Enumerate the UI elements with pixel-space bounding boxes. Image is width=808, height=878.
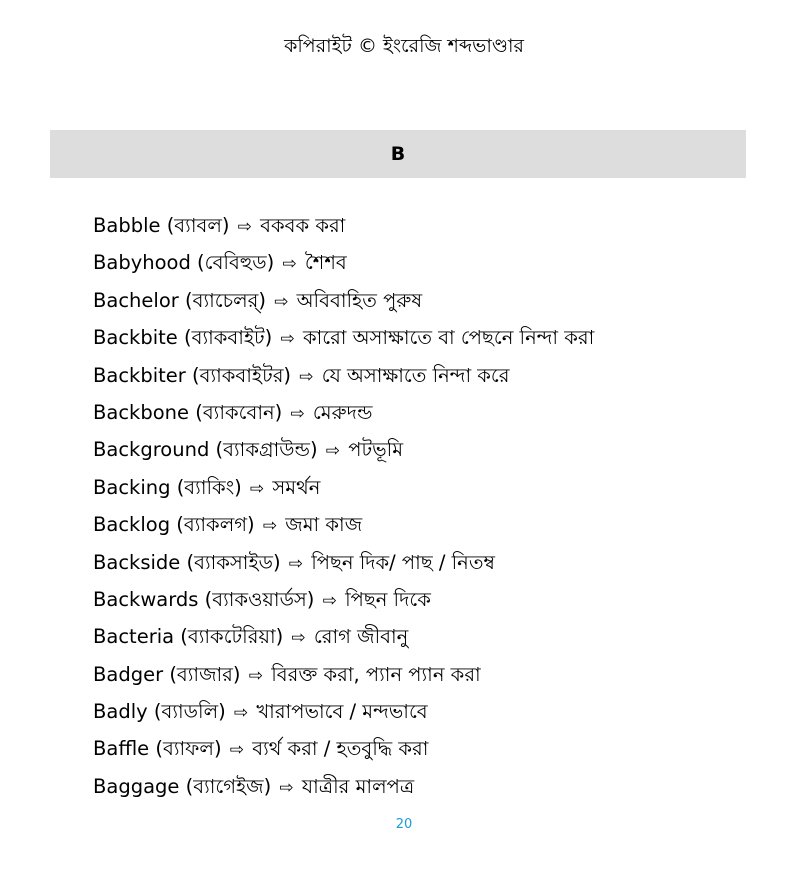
entry-pronunciation: (ব্যাগেইজ) (185, 774, 272, 798)
entry-word: Bachelor (93, 288, 179, 312)
entry-meaning: বিরক্ত করা, প্যান প্যান করা (271, 662, 481, 686)
right-arrow-icon: ⇨ (274, 291, 289, 312)
right-arrow-icon: ⇨ (248, 665, 263, 686)
entry-meaning: ব্যর্থ করা / হতবুদ্ধি করা (252, 737, 429, 761)
right-arrow-icon: ⇨ (299, 366, 314, 387)
dictionary-entry (93, 506, 594, 543)
entry-pronunciation: (ব্যাবল) (166, 214, 230, 237)
section-letter: B (390, 143, 406, 165)
entry-meaning: যাত্রীর মালপত্র (301, 774, 415, 798)
dictionary-entry (93, 544, 594, 581)
entry-word: Backbiter (93, 363, 186, 387)
right-arrow-icon: ⇨ (249, 478, 265, 499)
entry-meaning: জমা কাজ (285, 513, 363, 537)
page-header: কপিরাইট © ইংরেজি শব্দভাণ্ডার (284, 35, 524, 57)
dictionary-entry (93, 394, 594, 431)
dictionary-entry (93, 207, 594, 244)
entry-meaning: শৈশব (304, 251, 347, 275)
right-arrow-icon: ⇨ (233, 703, 249, 724)
dictionary-entry (93, 730, 594, 767)
entry-meaning: খারাপভাবে / মন্দভাবে (256, 700, 428, 724)
dictionary-entry (93, 431, 594, 468)
right-arrow-icon: ⇨ (279, 777, 294, 798)
dictionary-entry (93, 693, 594, 730)
entry-pronunciation: (ব্যাকবাইট) (183, 326, 273, 350)
dictionary-entry (93, 469, 594, 506)
right-arrow-icon: ⇨ (291, 628, 306, 649)
dictionary-entry (93, 357, 594, 394)
entry-pronunciation: (ব্যাকবোন) (195, 400, 283, 424)
entry-meaning: বকবক করা (260, 214, 346, 237)
entry-word: Backlog (93, 513, 171, 537)
entry-meaning: অবিবাহিত পুরুষ (296, 288, 423, 312)
entry-word: Babyhood (93, 251, 191, 275)
dictionary-entry (93, 244, 594, 281)
entry-pronunciation: (ব্যাকবাইটর) (192, 363, 292, 387)
entry-word: Backwards (93, 587, 199, 611)
entry-word: Backside (93, 550, 181, 574)
entry-pronunciation: (ব্যাফল) (155, 737, 222, 761)
entry-word: Babble (93, 214, 161, 237)
entry-pronunciation: (ব্যাচেলর্) (184, 288, 266, 312)
entry-meaning: পিছন দিক/ পাছ / নিতম্ব (311, 550, 495, 574)
entry-word: Badly (93, 700, 148, 724)
entry-meaning: মেরুদন্ড (312, 400, 373, 424)
dictionary-entry (93, 768, 594, 805)
entry-meaning: কারো অসাক্ষাতে বা পেছনে নিন্দা করা (302, 326, 595, 350)
dictionary-entry (93, 581, 594, 618)
page-number: 20 (395, 817, 413, 832)
entry-pronunciation: (ব্যাডলি) (153, 700, 226, 724)
right-arrow-icon: ⇨ (229, 740, 245, 761)
entry-meaning: পটভূমি (348, 438, 404, 462)
entry-pronunciation: (ব্যাকওয়ার্ডস) (204, 587, 315, 611)
dictionary-entry-list (93, 207, 594, 805)
right-arrow-icon: ⇨ (280, 329, 295, 350)
entry-word: Backbone (93, 400, 190, 424)
entry-pronunciation: (ব্যাকটেরিয়া) (180, 625, 284, 649)
entry-word: Backing (93, 475, 171, 499)
entry-word: Baggage (93, 774, 180, 798)
right-arrow-icon: ⇨ (282, 254, 297, 275)
entry-pronunciation: (ব্যাকলগ) (176, 513, 255, 537)
entry-pronunciation: (ব্যাকগ্রাউন্ড) (215, 438, 318, 462)
dictionary-entry (93, 656, 594, 693)
section-heading-band (50, 130, 746, 178)
entry-word: Bacteria (93, 625, 175, 649)
entry-word: Backbite (93, 326, 178, 350)
right-arrow-icon: ⇨ (322, 590, 337, 611)
right-arrow-icon: ⇨ (262, 516, 278, 537)
entry-pronunciation: (বেবিহুড) (197, 251, 275, 275)
entry-word: Badger (93, 662, 164, 686)
dictionary-entry (93, 618, 594, 655)
entry-word: Baffle (93, 737, 150, 761)
right-arrow-icon: ⇨ (325, 441, 341, 462)
entry-word: Background (93, 438, 210, 462)
entry-meaning: পিছন দিকে (345, 587, 431, 611)
right-arrow-icon: ⇨ (288, 553, 304, 574)
right-arrow-icon: ⇨ (237, 217, 252, 237)
entry-meaning: সমর্থন (272, 475, 321, 499)
entry-pronunciation: (ব্যাজার) (169, 662, 241, 686)
dictionary-entry (93, 282, 594, 319)
entry-meaning: রোগ জীবানু (313, 625, 409, 649)
entry-pronunciation: (ব্যাকসাইড) (186, 550, 281, 574)
dictionary-entry (93, 319, 594, 356)
entry-pronunciation: (ব্যাকিং) (176, 475, 242, 499)
right-arrow-icon: ⇨ (290, 403, 305, 424)
entry-meaning: যে অসাক্ষাতে নিন্দা করে (321, 363, 510, 387)
